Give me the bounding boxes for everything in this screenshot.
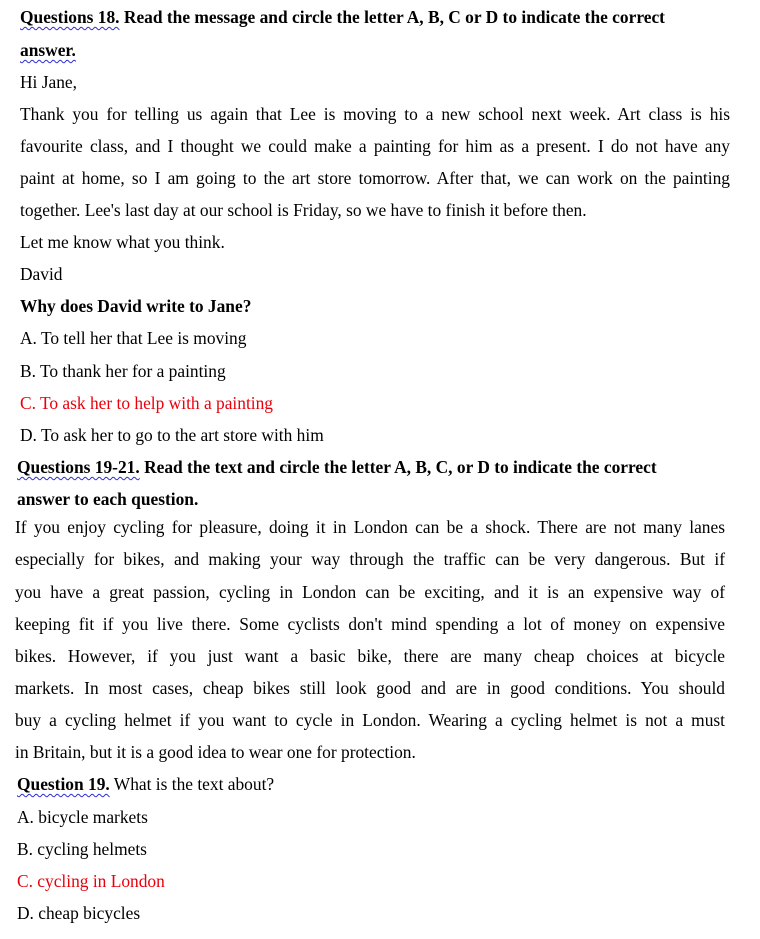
passage-line: buy a cycling helmet if you want to cycle in London. Wearing a cycling helmet is not a must: [15, 710, 725, 730]
message-signature: David: [20, 264, 63, 284]
q18-question: Why does David write to Jane?: [20, 296, 252, 316]
passage-line: keeping fit if you live there. Some cyclists don't mind spending a lot of money on expensive: [15, 614, 725, 634]
message-greeting: Hi Jane,: [20, 72, 77, 92]
q19-option-b[interactable]: B. cycling helmets: [17, 839, 147, 859]
passage-line: you have a great passion, cycling in London can be exciting, and it is an expensive way of: [15, 582, 725, 602]
passage-line: If you enjoy cycling for pleasure, doing it in London can be a shock. There are not many lanes: [15, 517, 725, 537]
q18-option-b[interactable]: B. To thank her for a painting: [20, 361, 226, 381]
q18-heading: [20, 6, 665, 28]
q19-text: What is the text about?: [109, 774, 275, 794]
q19-21-heading: [17, 456, 657, 478]
q19-label: Question 19.: [17, 774, 110, 794]
q18-option-d[interactable]: D. To ask her to go to the art store with him: [20, 425, 324, 445]
message-closing: Let me know what you think.: [20, 232, 225, 252]
q18-option-c-answer[interactable]: C. To ask her to help with a painting: [20, 393, 274, 413]
q18-heading-instruction: Read the message and circle the letter A, B, C or D to indicate the correct: [119, 7, 665, 27]
q19-21-heading-instruction: Read the text and circle the letter A, B, C, or D to indicate the correct: [139, 457, 657, 477]
q19-option-d[interactable]: D. cheap bicycles: [17, 903, 141, 923]
q18-heading-line2: answer.: [20, 40, 76, 60]
passage-line: especially for bikes, and making your way through the traffic can be very dangerous. But if: [15, 549, 725, 569]
q18-option-a[interactable]: A. To tell her that Lee is moving: [20, 328, 247, 348]
q19-21-heading-line2: answer to each question.: [17, 489, 199, 509]
passage-line: markets. In most cases, cheap bikes still look good and are in good conditions. You should: [15, 678, 725, 698]
q19-question: [17, 773, 274, 795]
message-body-line: together. Lee's last day at our school is Friday, so we have to finish it before then.: [20, 200, 587, 220]
q19-21-heading-label: Questions 19-21.: [17, 457, 140, 477]
message-body-line: Thank you for telling us again that Lee is moving to a new school next week. Art class is his: [20, 104, 730, 124]
passage-line: in Britain, but it is a good idea to wear one for protection.: [15, 742, 416, 762]
message-body-line: paint at home, so I am going to the art store tomorrow. After that, we can work on the painting: [20, 168, 730, 188]
q19-option-c-answer[interactable]: C. cycling in London: [17, 871, 165, 891]
passage-line: bikes. However, if you just want a basic bike, there are many cheap choices at bicycle: [15, 646, 725, 666]
q18-heading-label: Questions 18.: [20, 7, 120, 27]
q19-option-a[interactable]: A. bicycle markets: [17, 807, 148, 827]
message-body-line: favourite class, and I thought we could make a painting for him as a present. I do not have any: [20, 136, 730, 156]
